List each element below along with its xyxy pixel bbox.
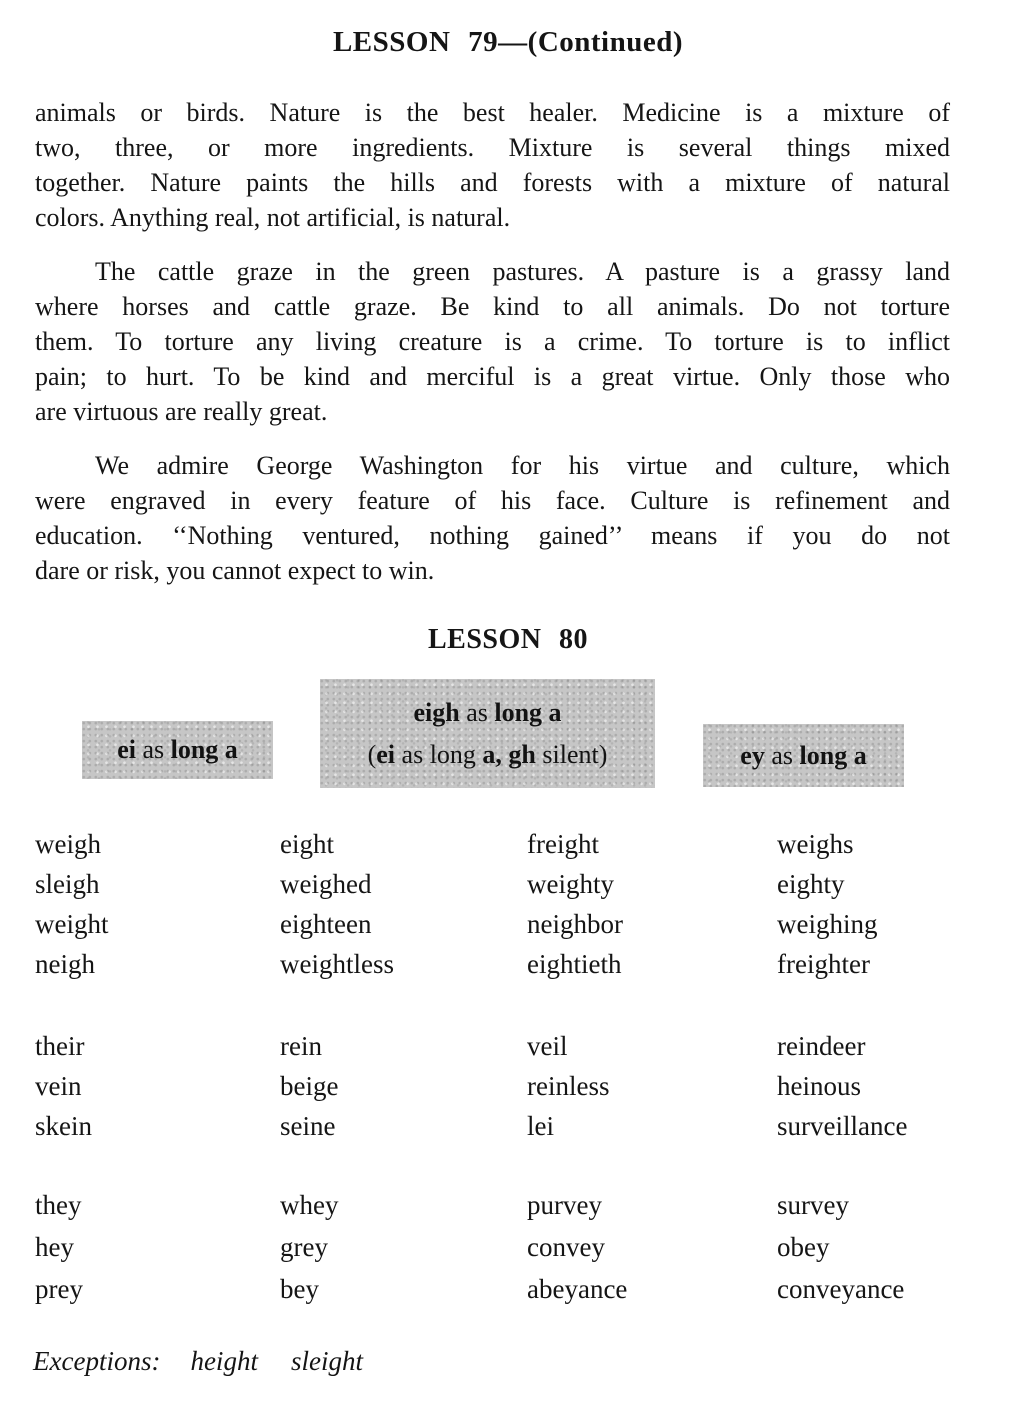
word-cell: survey	[777, 1190, 849, 1220]
word-cell: weight	[35, 909, 109, 939]
header-line	[368, 734, 608, 776]
word-cell: freighter	[777, 949, 870, 979]
word-cell: they	[35, 1190, 82, 1220]
word-cell: conveyance	[777, 1274, 905, 1304]
paragraph-line: together. Nature paints the hills and forests with a mixture of natural	[35, 168, 950, 197]
paragraph	[35, 95, 950, 235]
header-segment: as	[459, 697, 495, 727]
header-segment: (	[367, 739, 377, 769]
header-bold-segment: ei	[376, 739, 396, 769]
header-ei-as-long-a	[82, 721, 273, 779]
word-cell: veil	[527, 1031, 568, 1061]
paragraph-line: animals or birds. Nature is the best healer. Medicine is a mixture of	[35, 98, 950, 127]
word-cell: bey	[280, 1274, 319, 1304]
word-cell: lei	[527, 1111, 554, 1141]
header-bold-segment: ei	[117, 735, 136, 764]
header-bold-segment: a, gh	[482, 739, 536, 769]
paragraph-line: them. To torture any living creature is a crime. To torture is to inflict	[35, 327, 950, 356]
paragraph	[35, 448, 950, 588]
exception-word: sleight	[290, 1346, 363, 1376]
word-cell: eighteen	[280, 909, 372, 939]
paragraph-line: We admire George Washington for his virtue and culture, which	[95, 451, 950, 480]
word-cell: heinous	[777, 1071, 861, 1101]
word-cell: eightieth	[527, 949, 622, 979]
phonics-column-headers	[0, 658, 1016, 793]
header-segment: silent)	[535, 739, 608, 769]
word-cell: surveillance	[777, 1111, 908, 1141]
word-group-2	[35, 1026, 1016, 1146]
lesson-80-title: LESSON 80	[428, 624, 588, 655]
word-cell: weighed	[280, 869, 372, 899]
word-cell: beige	[280, 1071, 339, 1101]
word-cell: convey	[527, 1232, 605, 1262]
word-cell: grey	[280, 1232, 328, 1262]
lesson-79-title: LESSON 79—(Continued)	[332, 26, 684, 58]
word-cell: sleigh	[35, 869, 100, 899]
word-cell: neighbor	[527, 909, 623, 939]
word-cell: seine	[280, 1111, 336, 1141]
word-table	[35, 824, 1016, 1310]
word-cell: vein	[35, 1071, 82, 1101]
word-cell: eight	[280, 829, 334, 859]
paragraph-line: dare or risk, you cannot expect to win.	[35, 556, 435, 585]
header-bold-segment: ey	[740, 740, 765, 770]
header-bold-segment: long a	[170, 735, 238, 764]
word-group-1	[35, 824, 1016, 984]
paragraph	[35, 254, 950, 429]
lesson-79-text	[35, 95, 950, 588]
header-segment: as	[764, 740, 800, 770]
exceptions-label: Exceptions:	[33, 1346, 161, 1376]
word-cell: hey	[35, 1232, 74, 1262]
word-cell: reindeer	[777, 1031, 866, 1061]
exceptions-row	[33, 1346, 1016, 1377]
word-cell: weighty	[527, 869, 614, 899]
exception-words	[160, 1346, 363, 1376]
exception-word: height	[190, 1346, 258, 1376]
paragraph-line: two, three, or more ingredients. Mixture is several things mixed	[35, 133, 950, 162]
header-segment: as	[135, 735, 171, 764]
header-line	[117, 729, 238, 771]
paragraph-line: are virtuous are really great.	[35, 397, 328, 426]
word-cell: abeyance	[527, 1274, 628, 1304]
header-ey-as-long-a	[703, 724, 904, 787]
word-cell: obey	[777, 1232, 830, 1262]
word-cell: freight	[527, 829, 599, 859]
header-bold-segment: long a	[494, 697, 562, 727]
paragraph-line: where horses and cattle graze. Be kind to all animals. Do not torture	[35, 292, 950, 321]
header-bold-segment: eigh	[413, 697, 460, 727]
word-cell: weighs	[777, 829, 854, 859]
header-line	[740, 735, 866, 777]
word-cell: weightless	[280, 949, 394, 979]
word-cell: eighty	[777, 869, 845, 899]
word-cell: neigh	[35, 949, 95, 979]
header-eigh-as-long-a	[320, 679, 655, 788]
word-cell: prey	[35, 1274, 83, 1304]
word-cell: reinless	[527, 1071, 610, 1101]
word-cell: skein	[35, 1111, 92, 1141]
word-cell: purvey	[527, 1190, 602, 1220]
word-cell: weighing	[777, 909, 878, 939]
word-cell: weigh	[35, 829, 101, 859]
paragraph-line: pain; to hurt. To be kind and merciful is a great virtue. Only those who	[35, 362, 950, 391]
word-cell: rein	[280, 1031, 322, 1061]
header-bold-segment: long a	[799, 740, 867, 770]
header-line	[413, 692, 561, 734]
word-group-3	[35, 1184, 1016, 1310]
paragraph-line: colors. Anything real, not artificial, is natural.	[35, 203, 511, 232]
paragraph-line: education. ‘‘Nothing ventured, nothing gained’’ means if you do not	[35, 521, 950, 550]
paragraph-line: were engraved in every feature of his face. Culture is refinement and	[35, 486, 950, 515]
header-segment: as long	[395, 739, 483, 769]
word-cell: whey	[280, 1190, 339, 1220]
word-cell: their	[35, 1031, 85, 1061]
paragraph-line: The cattle graze in the green pastures. A pasture is a grassy land	[95, 257, 950, 286]
scanned-lesson-page	[0, 26, 1016, 1426]
